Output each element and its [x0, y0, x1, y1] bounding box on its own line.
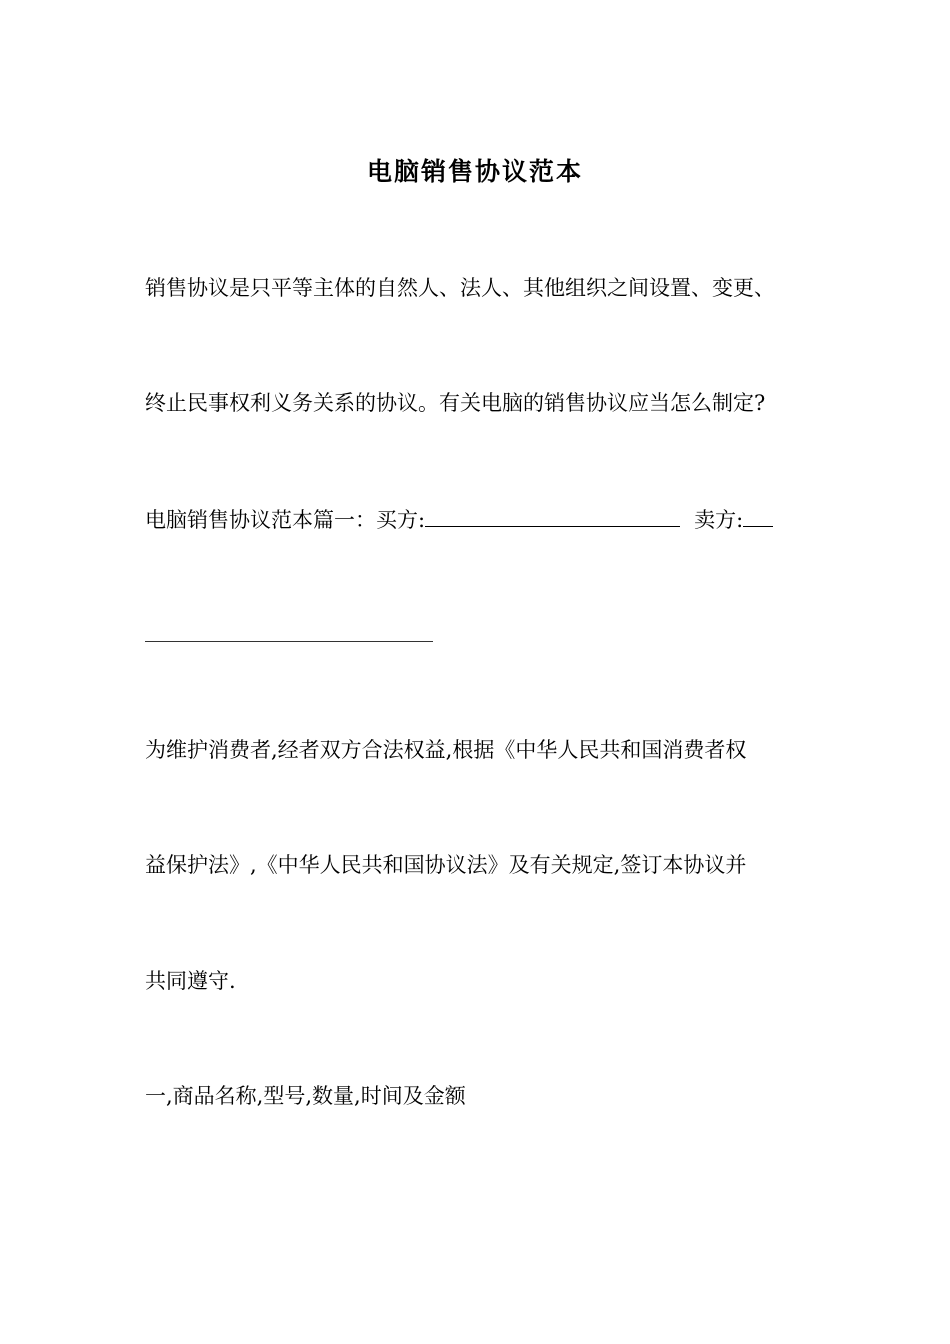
preamble-line-1: 为维护消费者,经者双方合法权益,根据《中华人民共和国消费者权 — [145, 738, 747, 762]
parties-line — [145, 504, 773, 535]
seller-blank[interactable] — [743, 504, 773, 527]
seller-blank-continuation[interactable] — [145, 641, 433, 642]
buyer-blank[interactable] — [425, 504, 680, 527]
preamble-line-3: 共同遵守. — [145, 969, 236, 993]
document-title: 电脑销售协议范本 — [366, 157, 583, 186]
section-1-heading: 一,商品名称,型号,数量,时间及金额 — [145, 1084, 466, 1108]
seller-label: 卖方: — [694, 508, 744, 532]
buyer-label: 电脑销售协议范本篇一：买方: — [145, 508, 426, 532]
intro-line-1: 销售协议是只平等主体的自然人、法人、其他组织之间设置、变更、 — [145, 276, 775, 300]
intro-line-2: 终止民事权利义务关系的协议。有关电脑的销售协议应当怎么制定? — [145, 391, 766, 415]
preamble-line-2: 益保护法》,《中华人民共和国协议法》及有关规定,签订本协议并 — [145, 853, 747, 877]
